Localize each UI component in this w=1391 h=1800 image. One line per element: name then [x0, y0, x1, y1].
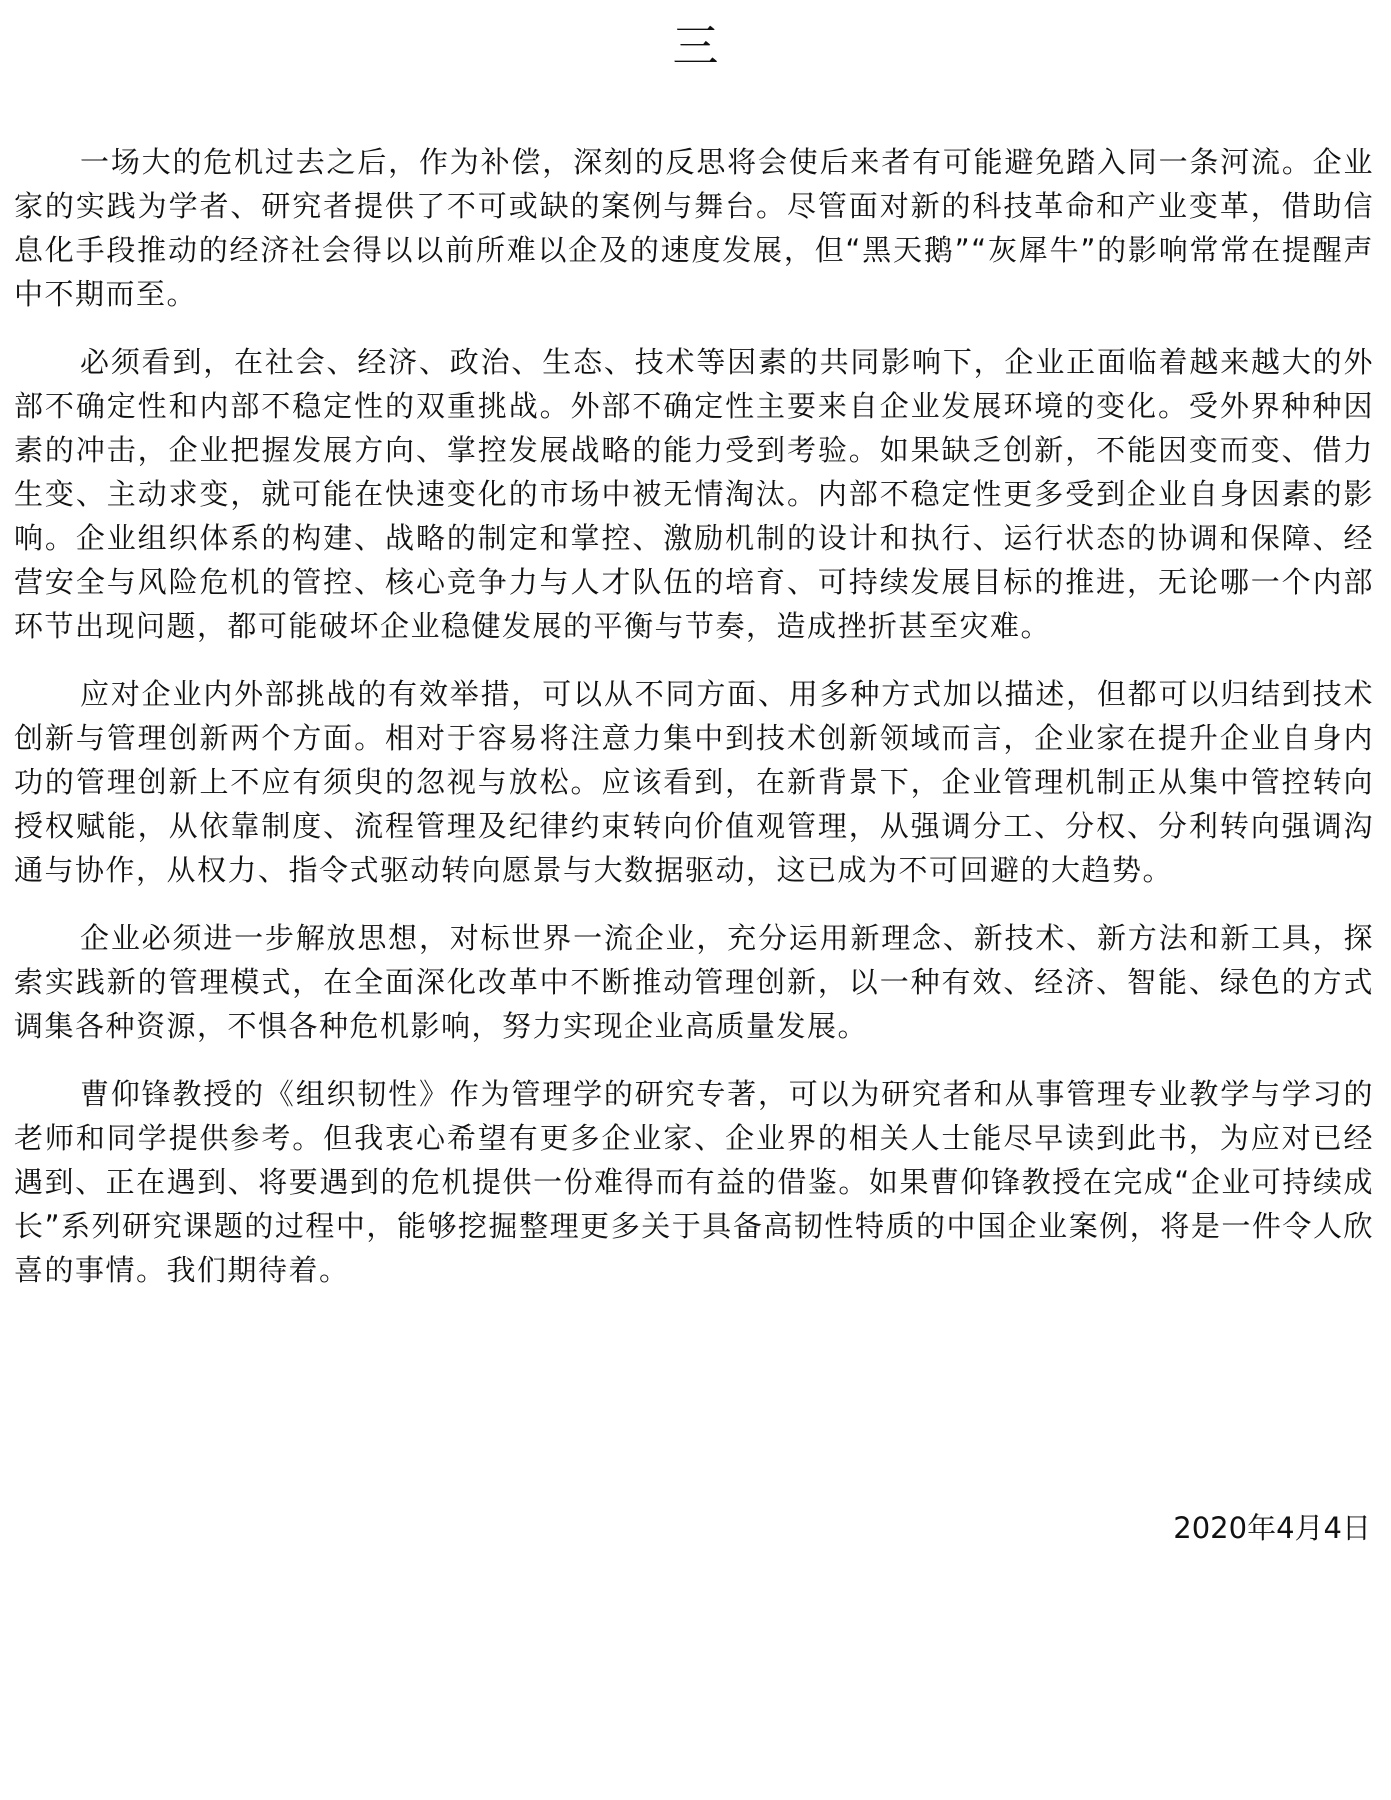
- paragraph-2: 必须看到，在社会、经济、政治、生态、技术等因素的共同影响下，企业正面临着越来越大的外部不确定性和内部不稳定性的双重挑战。外部不确定性主要来自企业发展环境的变化。受外界种种因素的冲击，企业把握发展方向、掌控发展战略的能力受到考验。如果缺乏创新，不能因变而变、借力生变、主动求变，就可能在快速变化的市场中被无情淘汰。内部不稳定性更多受到企业自身因素的影响。企业组织体系的构建、战略的制定和掌控、激励机制的设计和执行、运行状态的协调和保障、经营安全与风险危机的管控、核心竞争力与人才队伍的培育、可持续发展目标的推进，无论哪一个内部环节出现问题，都可能破坏企业稳健发展的平衡与节奏，造成挫折甚至灾难。: [14, 345, 1374, 643]
- paragraph-3: 应对企业内外部挑战的有效举措，可以从不同方面、用多种方式加以描述，但都可以归结到技术创新与管理创新两个方面。相对于容易将注意力集中到技术创新领域而言，企业家在提升企业自身内功的管理创新上不应有须臾的忽视与放松。应该看到，在新背景下，企业管理机制正从集中管控转向授权赋能，从依靠制度、流程管理及纪律约束转向价值观管理，从强调分工、分权、分利转向强调沟通与协作，从权力、指令式驱动转向愿景与大数据驱动，这已成为不可回避的大趋势。: [14, 677, 1374, 887]
- paragraph-1: 一场大的危机过去之后，作为补偿，深刻的反思将会使后来者有可能避免踏入同一条河流。企业家的实践为学者、研究者提供了不可或缺的案例与舞台。尽管面对新的科技革命和产业变革，借助信息化手段推动的经济社会得以以前所难以企及的速度发展，但“黑天鹅”“灰犀牛”的影响常常在提醒声中不期而至。: [14, 145, 1374, 311]
- body-text: [14, 140, 1374, 1316]
- paragraph-4: 企业必须进一步解放思想，对标世界一流企业，充分运用新理念、新技术、新方法和新工具，探索实践新的管理模式，在全面深化改革中不断推动管理创新，以一种有效、经济、智能、绿色的方式调集各种资源，不惧各种危机影响，努力实现企业高质量发展。: [14, 921, 1374, 1043]
- paragraph-5: 曹仰锋教授的《组织韧性》作为管理学的研究专著，可以为研究者和从事管理专业教学与学习的老师和同学提供参考。但我衷心希望有更多企业家、企业界的相关人士能尽早读到此书，为应对已经遇到、正在遇到、将要遇到的危机提供一份难得而有益的借鉴。如果曹仰锋教授在完成“企业可持续成长”系列研究课题的过程中，能够挖掘整理更多关于具备高韧性特质的中国企业案例，将是一件令人欣喜的事情。我们期待着。: [14, 1077, 1374, 1287]
- section-heading: 三: [672, 19, 719, 73]
- signature-date: 2020年4月4日: [1173, 1511, 1371, 1545]
